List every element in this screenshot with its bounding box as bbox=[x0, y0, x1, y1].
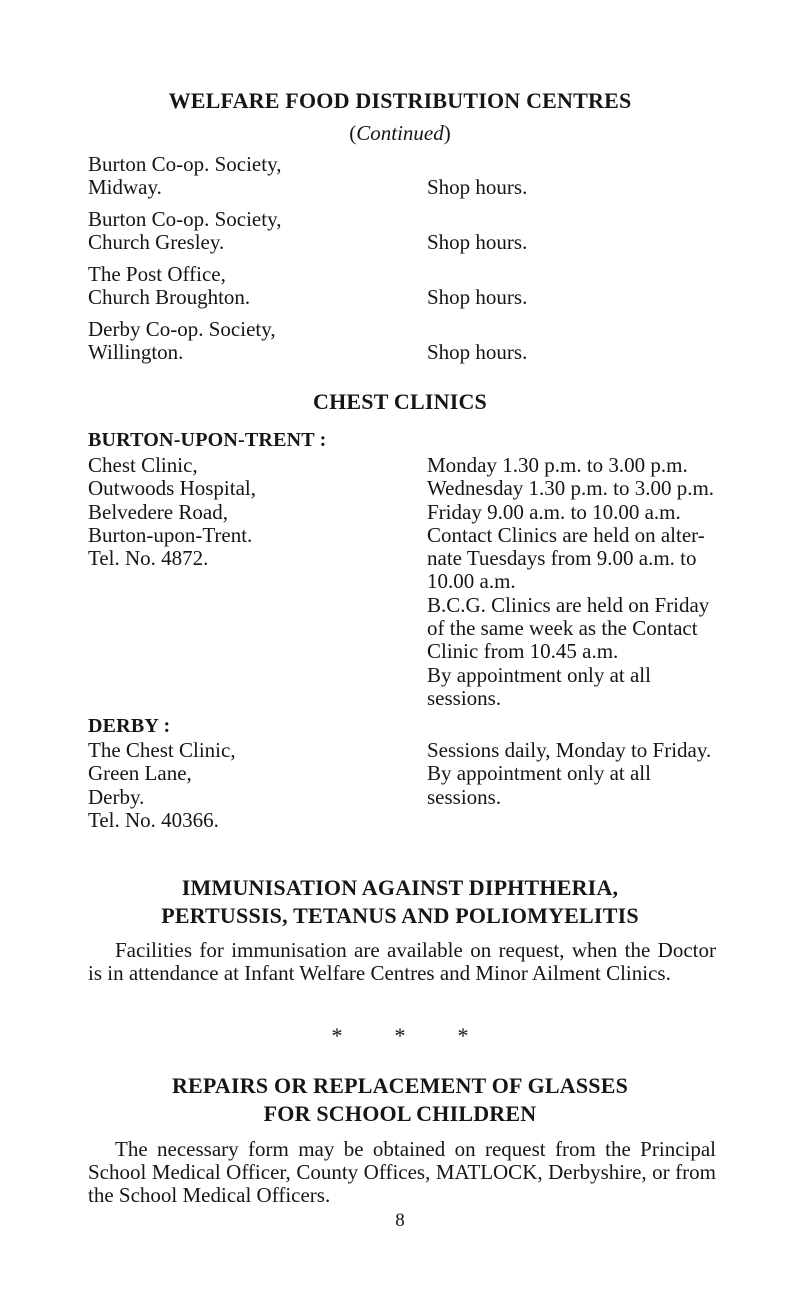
burton-address bbox=[88, 454, 256, 570]
entry-place: Willington. bbox=[88, 340, 184, 364]
address-line: Chest Clinic, bbox=[88, 453, 198, 477]
detail-line: of the same week as the Contact bbox=[427, 616, 698, 641]
detail-line: Contact Clinics are held on alter- bbox=[427, 522, 705, 547]
entry-name: The Post Office, bbox=[88, 262, 226, 286]
entry-place: Church Broughton. bbox=[88, 285, 251, 309]
burton-details bbox=[427, 454, 714, 710]
detail-line: By appointment only at all bbox=[427, 662, 651, 687]
page-number: 8 bbox=[395, 1210, 405, 1231]
detail-line: Friday 9.00 a.m. to 10.00 a.m. bbox=[427, 499, 681, 524]
detail-line: nate Tuesdays from 9.00 a.m. to bbox=[427, 546, 697, 571]
entry-name: Burton Co-op. Society, bbox=[88, 152, 282, 176]
address-line: Green Lane, bbox=[88, 761, 192, 786]
detail-line: sessions. bbox=[427, 784, 502, 809]
detail-line: Monday 1.30 p.m. to 3.00 p.m. bbox=[427, 453, 688, 477]
detail-line: Clinic from 10.45 a.m. bbox=[427, 639, 619, 664]
entry-hours: Shop hours. bbox=[427, 175, 528, 199]
glasses-paragraph: The necessary form may be obtained on request from the Principal School Medical Officer, County Offices, MATLOCK, Derbyshire, or from the School Medical Officers. bbox=[88, 1137, 716, 1207]
derby-heading: DERBY : bbox=[88, 715, 171, 737]
address-line: Tel. No. 40366. bbox=[88, 807, 219, 832]
star-glyph: * bbox=[457, 1023, 469, 1048]
detail-line: 10.00 a.m. bbox=[427, 569, 516, 594]
entry-hours: Shop hours. bbox=[427, 230, 528, 254]
entry-name: Derby Co-op. Society, bbox=[88, 317, 276, 341]
entry-name: Burton Co-op. Society, bbox=[88, 207, 282, 231]
subtitle-open-paren: ( bbox=[349, 121, 357, 145]
welfare-entry bbox=[88, 318, 276, 364]
immunisation-paragraph: Facilities for immunisation are available on request, when the Doctor is in attendance at Infant Welfare Centres and Minor Ailment Clinics. bbox=[88, 938, 716, 985]
glasses-title-line1: REPAIRS OR REPLACEMENT OF GLASSES bbox=[171, 1073, 629, 1098]
immunisation-title-line2: PERTUSSIS, TETANUS AND POLIOMYELITIS bbox=[161, 903, 639, 928]
star-glyph: * bbox=[394, 1023, 406, 1048]
address-line: Outwoods Hospital, bbox=[88, 476, 256, 501]
welfare-title: WELFARE FOOD DISTRIBUTION CENTRES bbox=[168, 88, 632, 113]
address-line: Burton-upon-Trent. bbox=[88, 522, 253, 547]
detail-line: Sessions daily, Monday to Friday. bbox=[427, 738, 712, 762]
entry-place: Midway. bbox=[88, 175, 162, 199]
detail-line: By appointment only at all bbox=[427, 761, 651, 786]
burton-heading: BURTON-UPON-TRENT : bbox=[88, 429, 327, 451]
address-line: The Chest Clinic, bbox=[88, 738, 236, 762]
address-line: Tel. No. 4872. bbox=[88, 546, 209, 571]
immunisation-title-line1: IMMUNISATION AGAINST DIPHTHERIA, bbox=[181, 875, 619, 900]
entry-place: Church Gresley. bbox=[88, 230, 225, 254]
entry-hours: Shop hours. bbox=[427, 340, 528, 364]
glasses-title-line2: FOR SCHOOL CHILDREN bbox=[263, 1101, 537, 1126]
derby-address bbox=[88, 739, 236, 832]
welfare-subtitle bbox=[0, 121, 800, 145]
welfare-entry bbox=[88, 153, 281, 199]
subtitle-close-paren: ) bbox=[443, 121, 451, 145]
welfare-entry bbox=[88, 263, 250, 309]
detail-line: Wednesday 1.30 p.m. to 3.00 p.m. bbox=[427, 476, 715, 501]
derby-details bbox=[427, 739, 711, 809]
welfare-entry bbox=[88, 208, 281, 254]
address-line: Derby. bbox=[88, 784, 145, 809]
detail-line: B.C.G. Clinics are held on Friday bbox=[427, 592, 710, 617]
subtitle-text: Continued bbox=[356, 121, 444, 145]
chest-clinics-title: CHEST CLINICS bbox=[313, 389, 487, 414]
star-glyph: * bbox=[331, 1023, 343, 1048]
section-divider-stars bbox=[0, 1024, 800, 1048]
entry-hours: Shop hours. bbox=[427, 285, 528, 309]
detail-line: sessions. bbox=[427, 685, 502, 710]
address-line: Belvedere Road, bbox=[88, 499, 228, 524]
